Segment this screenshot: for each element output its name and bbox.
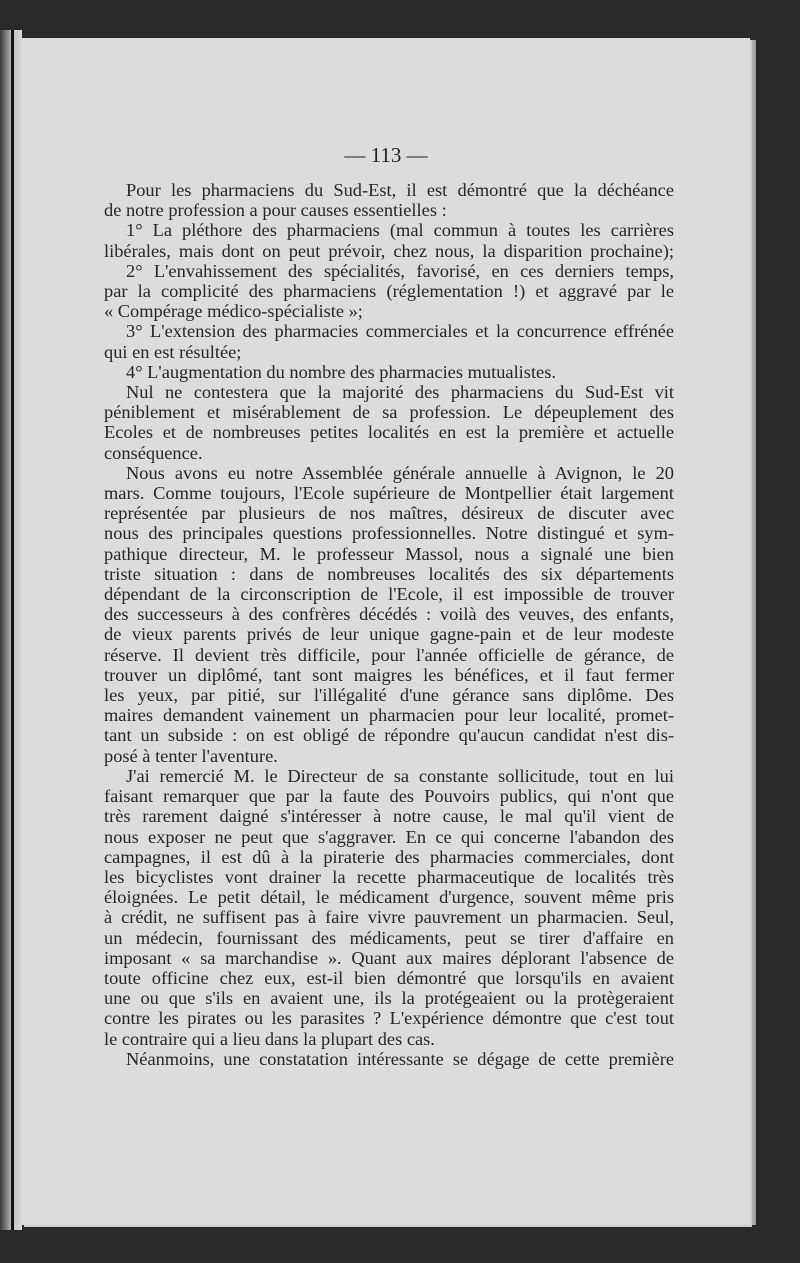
text-line: de vieux parents privés de leur unique gagne-pain et de leur modeste bbox=[104, 624, 674, 645]
text-line: par la complicité des pharmaciens (réglementation !) et aggravé par le bbox=[104, 281, 674, 302]
text-line: J'ai remercié M. le Directeur de sa constante sollicitude, tout en lui bbox=[126, 765, 674, 786]
text-line: Ecoles et de nombreuses petites localités en est la première et actuelle bbox=[104, 422, 674, 443]
text-line: les bicyclistes vont drainer la recette pharmaceutique de localités très bbox=[104, 866, 674, 887]
text-line: 4° L'augmentation du nombre des pharmacies mutualistes. bbox=[126, 361, 556, 382]
text-line: péniblement et misérablement de sa profession. Le dépeuplement des bbox=[104, 402, 674, 423]
text-line: le contraire qui a lieu dans la plupart des cas. bbox=[104, 1028, 435, 1049]
text-line: trouver un diplômé, tant sont maigres les bénéfices, et il faut fermer bbox=[104, 664, 674, 685]
text-line: imposant « sa marchandise ». Quant aux maires déplorant l'absence de bbox=[104, 947, 674, 968]
page-number: — 113 — bbox=[344, 143, 428, 167]
text-line: très rarement daigné s'intéresser à notre cause, le mal qu'il vient de bbox=[104, 806, 674, 827]
text-line: 1° La pléthore des pharmaciens (mal commun à toutes les carrières bbox=[126, 220, 674, 241]
text-line: dépendant de la circonscription de l'Ecole, il est impossible de trouver bbox=[104, 584, 674, 605]
text-line: contre les pirates ou les parasites ? L'expérience démontre que c'est tout bbox=[104, 1008, 674, 1029]
text-line: éloignées. Le petit détail, le médicament d'urgence, souvent même pris bbox=[104, 887, 674, 908]
text-line: qui en est résultée; bbox=[104, 341, 242, 362]
text-line: tant un subside : on est obligé de répondre qu'aucun candidat n'est dis- bbox=[104, 725, 674, 746]
text-line: libérales, mais dont on peut prévoir, chez nous, la disparition prochaine); bbox=[104, 240, 674, 261]
text-line: conséquence. bbox=[104, 442, 203, 463]
text-line: nous exposer ne peut que s'aggraver. En ce qui concerne l'abandon des bbox=[104, 826, 674, 847]
text-line: Pour les pharmaciens du Sud-Est, il est démontré que la déchéance bbox=[126, 180, 674, 200]
text-line: réserve. Il devient très difficile, pour l'année officielle de gérance, de bbox=[104, 644, 674, 665]
book-page bbox=[22, 38, 750, 1225]
text-line: les yeux, par pitié, sur l'illégalité d'une gérance sans diplôme. Des bbox=[104, 685, 674, 706]
text-line: à crédit, ne suffisent pas à faire vivre pauvrement un pharmacien. Seul, bbox=[104, 907, 674, 928]
text-line: posé à tenter l'aventure. bbox=[104, 745, 278, 766]
text-line: triste situation : dans de nombreuses localités des six départements bbox=[104, 563, 674, 584]
text-line: maires demandent vainement un pharmacien pour leur localité, promet- bbox=[104, 705, 674, 726]
text-line: campagnes, il est dû à la piraterie des pharmacies commerciales, dont bbox=[104, 846, 674, 867]
text-line: Nul ne contestera que la majorité des pharmaciens du Sud-Est vit bbox=[126, 382, 674, 403]
text-line: une ou que s'ils en avaient une, ils la protégeaient ou la protègeraient bbox=[104, 988, 674, 1009]
body-text bbox=[104, 180, 674, 1069]
text-line: de notre profession a pour causes essentielles : bbox=[104, 200, 447, 221]
text-line: un médecin, fournissant des médicaments, peut se tirer d'affaire en bbox=[104, 927, 674, 948]
text-line: nous des principales questions professionnelles. Notre distingué et sym- bbox=[104, 523, 674, 544]
text-line: mars. Comme toujours, l'Ecole supérieure de Montpellier était largement bbox=[104, 483, 674, 504]
text-line: « Compérage médico-spécialiste »; bbox=[104, 301, 363, 322]
text-line: des successeurs à des confrères décédés : voilà des veuves, des enfants, bbox=[104, 604, 674, 625]
text-line: Néanmoins, une constatation intéressante se dégage de cette première bbox=[126, 1048, 674, 1069]
text-line: 2° L'envahissement des spécialités, favorisé, en ces derniers temps, bbox=[126, 260, 674, 281]
text-line: représentée par plusieurs de nos maîtres, désireux de discuter avec bbox=[104, 503, 674, 524]
text-line: 3° L'extension des pharmacies commerciales et la concurrence effrénée bbox=[126, 321, 674, 342]
text-line: pathique directeur, M. le professeur Massol, nous a signalé une bien bbox=[104, 543, 674, 564]
text-line: faisant remarquer que par la faute des Pouvoirs publics, qui n'ont que bbox=[104, 786, 674, 807]
text-line: Nous avons eu notre Assemblée générale annuelle à Avignon, le 20 bbox=[126, 462, 674, 483]
text-line: toute officine chez eux, est-il bien démontré que lorsqu'ils en avaient bbox=[104, 967, 674, 988]
book-gutter bbox=[11, 30, 14, 1230]
